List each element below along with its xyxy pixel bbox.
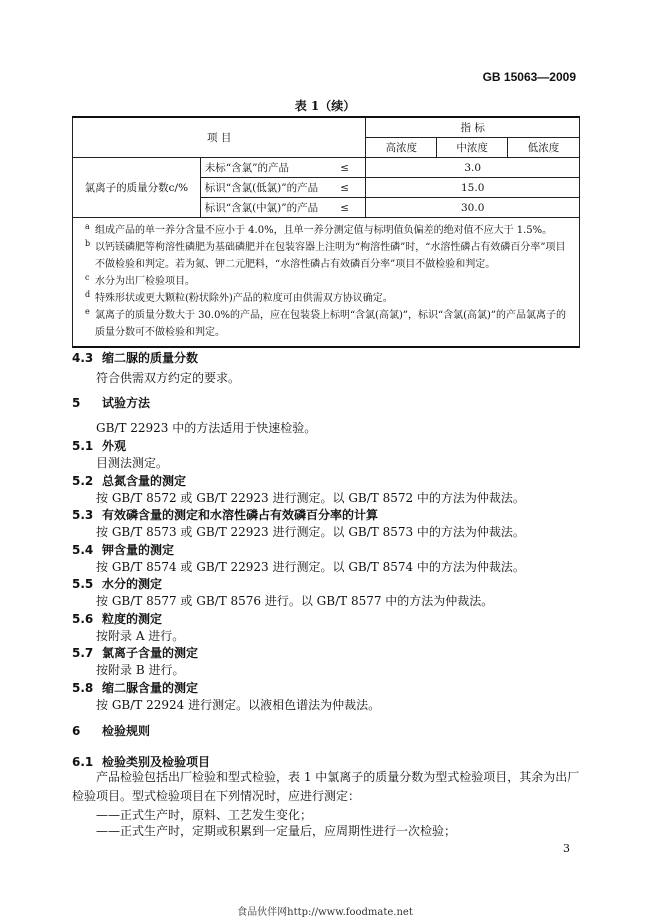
section-body: 符合供需双方约定的要求。 [96, 371, 241, 385]
row-value: 30.0 [366, 198, 580, 218]
row-item-label: 未标“含氯”的产品 [200, 158, 324, 178]
footnote-text: 特殊形状或更大颗粒(粉状除外)产品的粒度可由供需双方协议确定。 [95, 293, 393, 304]
section-heading: 5.4 钾含量的测定 [72, 543, 175, 557]
paragraph-6-1: 产品检验包括出厂检验和型式检验，表 1 中氯离子的质量分数为型式检验项目，其余为出厂检验项目。型式检验项目在下列情况时，应进行测定： [72, 770, 580, 803]
footnote-text: 氯离子的质量分数大于 30.0%的产品，应在包装袋上标明“含氯(高氯)”，标识“含氯(高氯)”的产品氯离子的质量分数可不做检验和判定。 [95, 310, 567, 338]
section-body: 按 GB/T 8572 或 GB/T 22923 进行测定。以 GB/T 8572 中的方法为仲裁法。 [96, 491, 525, 505]
header-item: 项 目 [73, 117, 366, 158]
footnote-mark: d [85, 290, 91, 299]
section-body: GB/T 22923 中的方法适用于快速检验。 [96, 421, 317, 435]
footnote-text: 以钙镁磷肥等枸溶性磷肥为基础磷肥并在包装容器上注明为“枸溶性磷”时，“水溶性磷占有效磷百分率”项目不做检验和判定。若为氮、钾二元肥料，“水溶性磷占有效磷百分率”项目不做检验和判定。 [95, 242, 566, 270]
section-body: 按 GB/T 22924 进行测定。以液相色谱法为仲裁法。 [96, 698, 381, 712]
footnote [73, 222, 579, 239]
section-heading: 5 试验方法 [72, 396, 151, 410]
list-item: ——正式生产时，原料、工艺发生变化； [96, 808, 313, 822]
section-heading: 5.6 粒度的测定 [72, 612, 163, 626]
row-op: ≤ [324, 158, 366, 178]
col-mid: 中浓度 [437, 138, 508, 158]
footnote-mark: e [85, 307, 90, 316]
footnote [73, 239, 579, 273]
section-heading: 5.7 氯离子含量的测定 [72, 646, 199, 660]
section-body: 目测法测定。 [96, 456, 169, 470]
table-caption: 表 1（续） [294, 99, 356, 113]
section-heading: 5.1 外观 [72, 439, 127, 453]
row-op: ≤ [324, 198, 366, 218]
section-body: 按 GB/T 8573 或 GB/T 22923 进行测定。以 GB/T 8573 中的方法为仲裁法。 [96, 525, 525, 539]
section-heading: 5.3 有效磷含量的测定和水溶性磷占有效磷百分率的计算 [72, 508, 379, 522]
section-body: 按 GB/T 8574 或 GB/T 22923 进行测定。以 GB/T 8574 中的方法为仲裁法。 [96, 560, 525, 574]
section-heading: 4.3 缩二脲的质量分数 [72, 351, 199, 365]
row-item-label: 标识“含氯(低氯)”的产品 [200, 178, 324, 198]
row-item-label: 标识“含氯(中氯)”的产品 [200, 198, 324, 218]
footnote-mark: a [85, 222, 90, 231]
section-heading: 6 检验规则 [72, 724, 151, 738]
col-high: 高浓度 [366, 138, 437, 158]
col-low: 低浓度 [508, 138, 580, 158]
footnote-mark: c [85, 273, 90, 282]
section-heading: 5.8 缩二脲含量的测定 [72, 681, 199, 695]
section-heading: 5.2 总氮含量的测定 [72, 474, 187, 488]
row-value: 3.0 [366, 158, 580, 178]
page-number: 3 [563, 842, 570, 855]
section-body: 按 GB/T 8577 或 GB/T 8576 进行。以 GB/T 8577 中的方法为仲裁法。 [96, 594, 494, 608]
section-heading: 6.1 检验类别及检验项目 [72, 755, 211, 769]
footnote-mark: b [85, 239, 91, 248]
row-value: 15.0 [366, 178, 580, 198]
table-footnotes [72, 216, 580, 348]
section-body: 按附录 B 进行。 [96, 663, 185, 677]
footnote [73, 290, 579, 307]
row-op: ≤ [324, 178, 366, 198]
footnote [73, 273, 579, 290]
section-heading: 5.5 水分的测定 [72, 577, 163, 591]
footnote-text: 组成产品的单一养分含量不应小于 4.0%，且单一养分测定值与标明值负偏差的绝对值不应大于 1.5%。 [95, 225, 553, 236]
footer-watermark: 食品伙伴网http://www.foodmate.net [237, 907, 413, 918]
list-item: ——正式生产时，定期或积累到一定量后，应周期性进行一次检验； [96, 824, 457, 838]
footnote [73, 307, 579, 341]
section-body: 按附录 A 进行。 [96, 629, 185, 643]
row-label-chloride: 氯离子的质量分数c/% [73, 158, 201, 218]
footnote-text: 水分为出厂检验项目。 [95, 276, 195, 287]
standard-number: GB 15063—2009 [482, 70, 576, 84]
table-1 [72, 116, 580, 218]
header-index: 指 标 [366, 117, 580, 138]
